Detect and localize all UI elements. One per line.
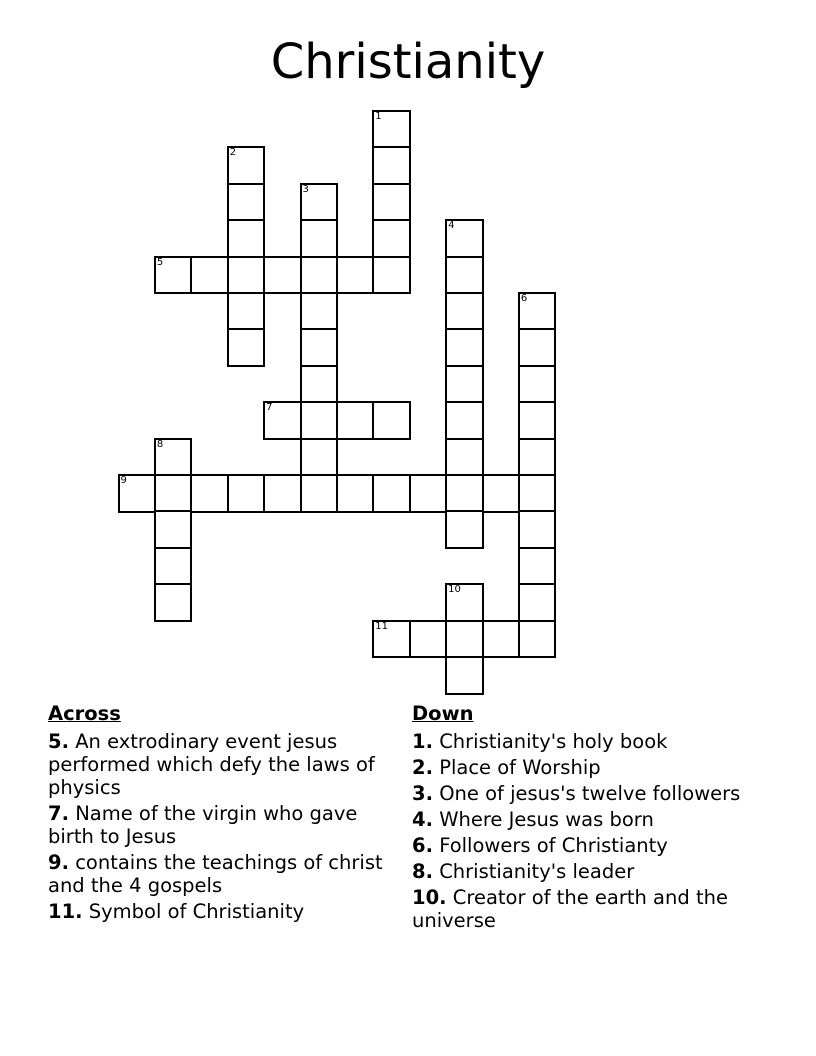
grid-cell[interactable] — [154, 438, 193, 477]
down-clue: 6. Followers of Christianty — [412, 834, 668, 857]
down-clue: 2. Place of Worship — [412, 756, 601, 779]
grid-cell[interactable] — [445, 474, 484, 513]
grid-cell[interactable] — [518, 474, 557, 513]
grid-cell[interactable] — [263, 401, 302, 440]
grid-cell[interactable] — [300, 474, 339, 513]
grid-cell[interactable] — [263, 256, 302, 295]
grid-cell[interactable] — [227, 219, 266, 258]
grid-cell[interactable] — [227, 292, 266, 331]
grid-cell[interactable] — [518, 401, 557, 440]
grid-cell[interactable] — [227, 256, 266, 295]
grid-cell[interactable] — [227, 146, 266, 185]
clue-number: 6 — [520, 293, 528, 304]
clue-number: 7 — [266, 402, 273, 414]
grid-cell[interactable] — [445, 292, 484, 331]
grid-cell[interactable] — [518, 510, 557, 549]
grid-cell[interactable] — [227, 183, 266, 222]
grid-cell[interactable] — [372, 146, 411, 185]
clue-number: 9 — [120, 475, 127, 486]
grid-cell[interactable] — [409, 620, 448, 659]
grid-cell[interactable] — [482, 474, 521, 513]
grid-cell[interactable] — [445, 438, 484, 477]
down-clues — [412, 702, 767, 935]
grid-cell[interactable] — [227, 328, 266, 367]
grid-cell[interactable] — [154, 510, 193, 549]
across-clues — [48, 702, 403, 926]
grid-cell[interactable] — [445, 365, 484, 404]
across-clue: 9. contains the teachings of christ and the 4 gospels — [48, 851, 383, 897]
grid-cell[interactable] — [518, 365, 557, 404]
grid-cell[interactable] — [154, 256, 193, 295]
across-clue: 7. Name of the virgin who gave birth to Jesus — [48, 802, 358, 848]
grid-cell[interactable] — [445, 620, 484, 659]
grid-cell[interactable] — [190, 256, 229, 295]
grid-cell[interactable] — [372, 620, 411, 659]
grid-cell[interactable] — [372, 219, 411, 258]
grid-cell[interactable] — [300, 438, 339, 477]
grid-cell[interactable] — [518, 292, 557, 331]
grid-cell[interactable] — [445, 256, 484, 295]
grid-cell[interactable] — [227, 474, 266, 513]
down-clue: 3. One of jesus's twelve followers — [412, 782, 741, 805]
grid-cell[interactable] — [300, 292, 339, 331]
grid-cell[interactable] — [154, 583, 193, 622]
grid-cell[interactable] — [190, 474, 229, 513]
down-clue: 4. Where Jesus was born — [412, 808, 654, 831]
grid-cell[interactable] — [372, 256, 411, 295]
clue-number: 11 — [375, 620, 389, 632]
grid-cell[interactable] — [300, 219, 339, 258]
grid-cell[interactable] — [445, 656, 484, 695]
grid-cell[interactable] — [300, 256, 339, 295]
clue-number: 2 — [229, 147, 237, 159]
clue-number: 8 — [156, 438, 164, 450]
grid-cell[interactable] — [372, 183, 411, 222]
grid-cell[interactable] — [300, 183, 339, 222]
grid-cell[interactable] — [518, 547, 557, 586]
grid-cell[interactable] — [336, 256, 375, 295]
down-clue: 1. Christianity's holy book — [412, 730, 668, 753]
clue-number: 4 — [448, 220, 455, 232]
grid-cell[interactable] — [518, 583, 557, 622]
across-clue: 5. An extrodinary event jesus performed which defy the laws of physics — [48, 730, 375, 799]
grid-cell[interactable] — [300, 365, 339, 404]
page-title: Christianity — [270, 34, 546, 90]
grid-cell[interactable] — [336, 474, 375, 513]
grid-cell[interactable] — [445, 510, 484, 549]
grid-cell[interactable] — [372, 474, 411, 513]
across-heading: Across — [48, 702, 121, 725]
grid-cell[interactable] — [300, 328, 339, 367]
grid-cell[interactable] — [445, 583, 484, 622]
grid-cell[interactable] — [154, 474, 193, 513]
grid-cell[interactable] — [372, 401, 411, 440]
grid-cell[interactable] — [263, 474, 302, 513]
across-clue: 11. Symbol of Christianity — [48, 900, 305, 923]
clue-number: 10 — [448, 584, 461, 596]
grid-cell[interactable] — [518, 328, 557, 367]
grid-cell[interactable] — [118, 474, 157, 513]
grid-cell[interactable] — [445, 401, 484, 440]
grid-cell[interactable] — [336, 401, 375, 440]
grid-cell[interactable] — [518, 438, 557, 477]
down-clue: 8. Christianity's leader — [412, 860, 635, 883]
grid-cell[interactable] — [518, 620, 557, 659]
grid-cell[interactable] — [154, 547, 193, 586]
clue-number: 3 — [302, 183, 309, 195]
clue-number: 1 — [375, 111, 382, 122]
clue-number: 5 — [156, 256, 164, 268]
grid-cell[interactable] — [445, 328, 484, 367]
grid-cell[interactable] — [300, 401, 339, 440]
grid-cell[interactable] — [409, 474, 448, 513]
down-heading: Down — [412, 702, 474, 725]
grid-cell[interactable] — [482, 620, 521, 659]
grid-cell[interactable] — [372, 110, 411, 149]
grid-cell[interactable] — [445, 219, 484, 258]
down-clue: 10. Creator of the earth and the universe — [412, 886, 728, 932]
